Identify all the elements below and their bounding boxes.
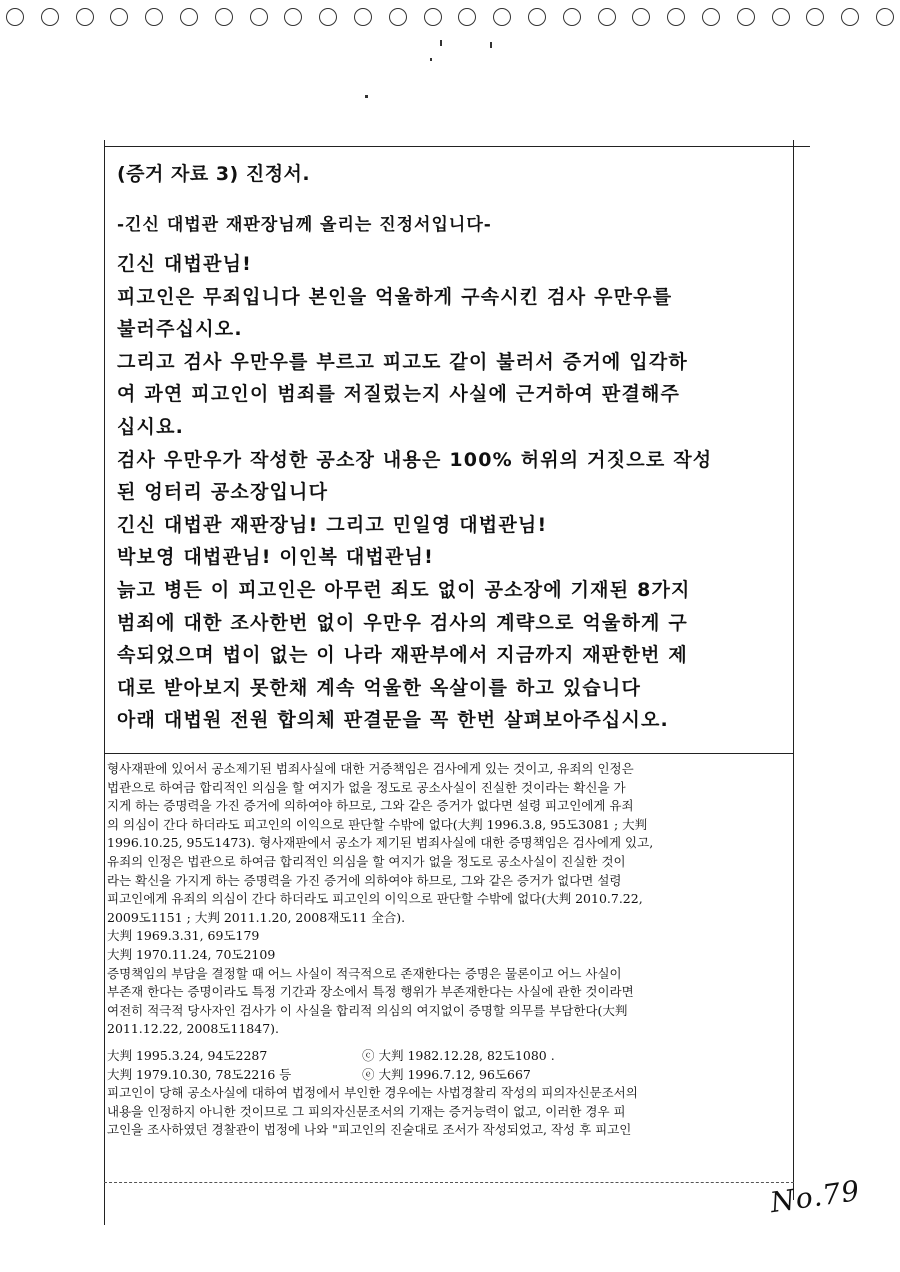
scan-speck xyxy=(440,40,442,46)
handwritten-line: 속되었으며 법이 없는 이 나라 재판부에서 지금까지 재판한번 제 xyxy=(117,644,688,667)
punch-hole xyxy=(6,8,24,26)
text-line: 여전히 적극적 당사자인 검사가 이 사실을 합리적 의심의 여지없이 증명할 의무를 부담한다(大判 xyxy=(107,1002,628,1018)
punch-hole xyxy=(598,8,616,26)
handwritten-line: 범죄에 대한 조사한번 없이 우만우 검사의 계략으로 억울하게 구 xyxy=(117,611,688,634)
text-line: 라는 확신을 가지게 하는 증명력을 가진 증거에 의하여야 하므로, 그와 같은 증거가 없다면 설령 xyxy=(107,872,622,888)
precedent-paragraph-1 xyxy=(107,760,787,927)
text-line: 피고인이 당해 공소사실에 대하여 법정에서 부인한 경우에는 사법경찰리 작성의 피의자신문조서의 xyxy=(107,1085,638,1101)
text-line: 2011.12.22, 2008도11847). xyxy=(107,1021,280,1037)
punch-hole xyxy=(737,8,755,26)
handwritten-line: 피고인은 무죄입니다 본인을 억울하게 구속시킨 검사 우만우를 xyxy=(117,285,673,308)
punch-hole xyxy=(110,8,128,26)
citation-left: 大判 1995.3.24, 94도2287 xyxy=(107,1047,268,1063)
handwritten-line: 불러주십시오. xyxy=(117,318,243,341)
punch-hole xyxy=(284,8,302,26)
punch-hole xyxy=(563,8,581,26)
petition-body xyxy=(117,248,783,737)
punch-hole xyxy=(876,8,894,26)
punch-hole xyxy=(41,8,59,26)
handwritten-line: 검사 우만우가 작성한 공소장 내용은 100% 허위의 거짓으로 작성 xyxy=(117,448,713,471)
precedent-paragraph-2 xyxy=(107,965,787,1039)
citation-line: 大判 1970.11.24, 70도2109 xyxy=(107,946,276,962)
document-title: (증거 자료 3) 진정서. xyxy=(117,163,311,185)
punch-hole xyxy=(424,8,442,26)
punch-hole xyxy=(458,8,476,26)
punch-hole xyxy=(319,8,337,26)
frame-left-border xyxy=(104,140,105,1225)
handwritten-line: 된 엉터리 공소장입니다 xyxy=(117,481,329,504)
punch-hole xyxy=(215,8,233,26)
spacer xyxy=(107,1039,787,1047)
frame-right-border xyxy=(793,140,794,1200)
punch-hole xyxy=(180,8,198,26)
punch-hole xyxy=(667,8,685,26)
text-line: 1996.10.25, 95도1473). 형사재판에서 공소가 제기된 범죄사실에 대한 증명책임은 검사에게 있고, xyxy=(107,835,654,851)
precedent-paragraph-3 xyxy=(107,1084,787,1140)
punch-hole xyxy=(772,8,790,26)
text-line: 법관으로 하여금 합리적인 의심을 할 여지가 없을 정도로 공소사실이 진실한 것이라는 확신을 가 xyxy=(107,779,626,795)
punch-hole xyxy=(145,8,163,26)
punch-hole xyxy=(528,8,546,26)
text-line: 지게 하는 증명력을 가진 증거에 의하여야 하므로, 그와 같은 증거가 없다면 설령 피고인에게 유죄 xyxy=(107,798,634,814)
handwritten-line: 그리고 검사 우만우를 부르고 피고도 같이 불러서 증거에 입각하 xyxy=(117,350,688,373)
scan-speck xyxy=(430,58,432,61)
citation-list-b xyxy=(107,1047,787,1084)
petition-heading: -긴신 대법관 재판장님께 올리는 진정서입니다- xyxy=(117,215,492,235)
punch-hole xyxy=(806,8,824,26)
punch-hole xyxy=(76,8,94,26)
text-line: 2009도1151 ; 大判 2011.1.20, 2008재도11 全合). xyxy=(107,909,406,925)
punch-hole xyxy=(493,8,511,26)
citation-row xyxy=(107,1047,787,1066)
handwritten-line: 십시요. xyxy=(117,415,185,438)
frame-bottom-border xyxy=(104,1182,794,1183)
citation-row xyxy=(107,1066,787,1085)
printed-legal-excerpt xyxy=(107,760,787,1140)
text-line: 내용을 인정하지 아니한 것이므로 그 피의자신문조서의 기재는 증거능력이 없고, 이러한 경우 피 xyxy=(107,1103,626,1119)
punch-hole xyxy=(354,8,372,26)
handwritten-line: 대로 받아보지 못한채 계속 억울한 옥살이를 하고 있습니다 xyxy=(117,676,642,699)
page-number: No.79 xyxy=(768,1173,863,1220)
punch-hole xyxy=(841,8,859,26)
handwritten-line: 긴신 대법관 재판장님! 그리고 민일영 대법관님! xyxy=(117,513,548,536)
handwritten-line: 여 과연 피고인이 범죄를 저질렀는지 사실에 근거하여 판결해주 xyxy=(117,383,681,406)
citation-right: ⓒ 大判 1982.12.28, 82도1080 . xyxy=(362,1047,555,1063)
handwritten-petition xyxy=(117,152,783,737)
punch-hole xyxy=(389,8,407,26)
punch-holes xyxy=(0,8,900,34)
citation-list-a xyxy=(107,927,787,964)
handwritten-line: 긴신 대법관님! xyxy=(117,253,253,275)
handwritten-line: 늙고 병든 이 피고인은 아무런 죄도 없이 공소장에 기재된 8가지 xyxy=(117,578,691,601)
text-line: 증명책임의 부담을 결정할 때 어느 사실이 적극적으로 존재한다는 증명은 물론이고 어느 사실이 xyxy=(107,965,622,981)
citation-line: 大判 1969.3.31, 69도179 xyxy=(107,928,260,944)
text-line: 피고인에게 유죄의 의심이 간다 하더라도 피고인의 이익으로 판단할 수밖에 없다(大判 2010.7.22, xyxy=(107,891,643,907)
citation-left: 大判 1979.10.30, 78도2216 등 xyxy=(107,1066,292,1082)
handwritten-line: 아래 대법원 전원 합의체 판결문을 꼭 한번 살펴보아주십시오. xyxy=(117,709,669,732)
scan-speck xyxy=(365,95,368,98)
text-line: 의 의심이 간다 하더라도 피고인의 이익으로 판단할 수밖에 없다(大判 1996.3.8, 95도3081 ; 大判 xyxy=(107,816,648,832)
text-line: 고인을 조사하였던 경찰관이 법정에 나와 "피고인의 진술대로 조서가 작성되었고, 작성 후 피고인 xyxy=(107,1122,632,1138)
section-divider xyxy=(104,753,794,754)
text-line: 유죄의 인정은 법관으로 하여금 합리적인 의심을 할 여지가 없을 정도로 공소사실이 진실한 것이 xyxy=(107,853,626,869)
text-line: 형사재판에 있어서 공소제기된 범죄사실에 대한 거증책임은 검사에게 있는 것이고, 유죄의 인정은 xyxy=(107,761,634,776)
scan-speck xyxy=(490,42,492,48)
punch-hole xyxy=(702,8,720,26)
frame-top-border xyxy=(104,146,810,147)
text-line: 부존재 한다는 증명이라도 특정 기간과 장소에서 특정 행위가 부존재한다는 사실에 관한 것이라면 xyxy=(107,984,634,1000)
punch-hole xyxy=(250,8,268,26)
punch-hole xyxy=(632,8,650,26)
citation-right: ⓔ 大判 1996.7.12, 96도667 xyxy=(362,1066,531,1082)
handwritten-line: 박보영 대법관님! 이인복 대법관님! xyxy=(117,546,434,569)
